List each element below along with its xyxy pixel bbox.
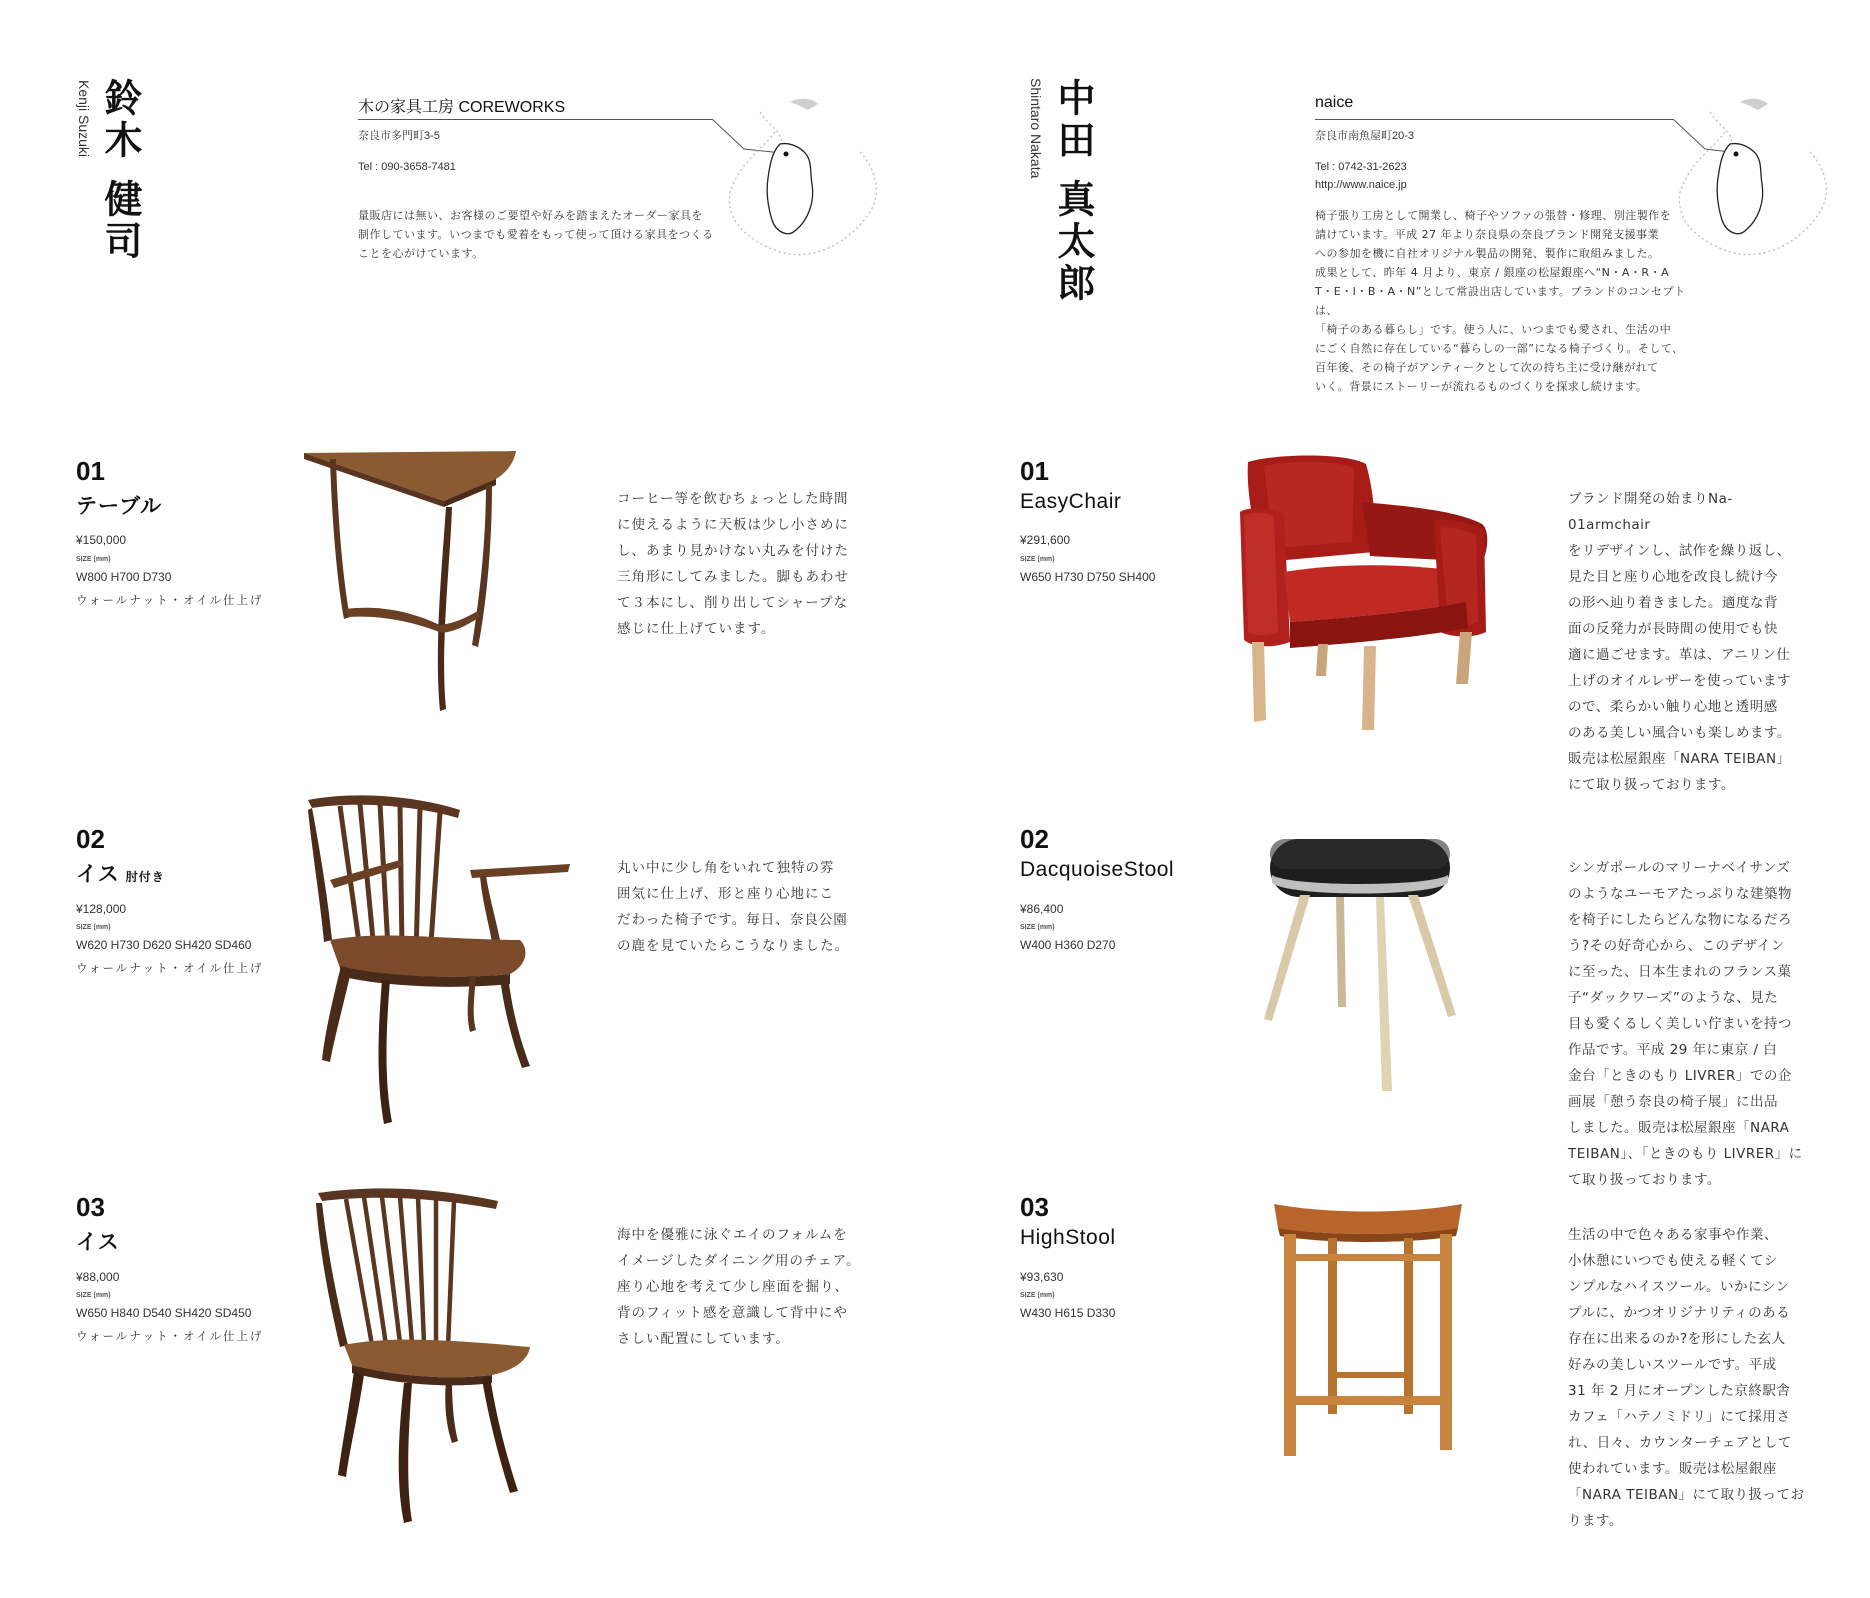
product-number: 01: [76, 456, 105, 486]
size-label: SIZE (mm): [76, 924, 111, 931]
product-name-main: イス: [76, 862, 120, 886]
intro-line: 成果として、昨年 4 月より、東京 / 銀座の松屋銀座へ“N・A・R・A: [1315, 266, 1670, 279]
shop-tel: Tel : 090-3658-7481: [358, 161, 456, 173]
desc-line: 存在に出来るのか?を形にした玄人: [1568, 1331, 1786, 1347]
desc-line: て取り扱っております。: [1568, 1172, 1721, 1188]
product-description: [1568, 1222, 1808, 1534]
intro-line: 「椅子のある暮らし」です。使う人に、いつまでも愛され、生活の中: [1315, 323, 1672, 336]
desc-line: し、あまり見かけない丸みを付けた: [617, 543, 849, 559]
intro-line: T・E・I・B・A・N”として常設出店しています。ブランドのコンセプトは、: [1315, 285, 1686, 317]
intro-line: 請けています。平成 27 年より奈良県の奈良ブランド開発支援事業: [1315, 228, 1660, 241]
desc-line: イメージしたダイニング用のチェア。: [617, 1253, 861, 1269]
product-number: 02: [76, 824, 105, 854]
desc-line: 上げのオイルレザーを使っています: [1568, 673, 1791, 689]
desc-line: 見た目と座り心地を改良し続け今: [1568, 569, 1778, 585]
desc-line: を椅子にしたらどんな物になるだろ: [1568, 912, 1792, 928]
product-number: 03: [1020, 1192, 1049, 1222]
product-name: DacquoiseStool: [1020, 858, 1175, 881]
product-price: ¥93,630: [1020, 1270, 1064, 1284]
product-size: W650 H730 D750 SH400: [1020, 570, 1156, 584]
desc-line: コーヒー等を飲むちょっとした時間: [617, 491, 849, 507]
desc-line: 小休憩にいつでも使える軽くてシ: [1568, 1253, 1778, 1269]
intro-line: いく。背景にストーリーが流れるものづくりを探求し続けます。: [1315, 380, 1648, 393]
desc-line: のようなユーモアたっぷりな建築物: [1568, 886, 1792, 902]
product-price: ¥88,000: [76, 1270, 120, 1284]
product-finish: ウォールナット・オイル仕上げ: [76, 593, 264, 607]
size-label: SIZE (mm): [76, 556, 111, 563]
desc-line: シンガポールのマリーナベイサンズ: [1568, 860, 1791, 876]
desc-line: れ、日々、カウンターチェアとして: [1568, 1435, 1792, 1451]
desc-line: の形へ辿り着きました。適度な背: [1568, 595, 1778, 611]
desc-line: 丸い中に少し角をいれて独特の雰: [617, 860, 835, 876]
desc-line: カフェ「ハテノミドリ」にて採用さ: [1568, 1409, 1791, 1425]
maker-intro: [1315, 206, 1695, 396]
size-label: SIZE (mm): [76, 1292, 111, 1299]
desc-line: さしい配置にしています。: [617, 1331, 790, 1347]
shop-address: 奈良市南魚屋町20-3: [1315, 130, 1415, 142]
desc-line: 感じに仕上げています。: [617, 621, 776, 637]
product-description: [1568, 486, 1808, 798]
desc-line: 生活の中で色々ある家事や作業、: [1568, 1227, 1778, 1243]
shop-name: naice: [1315, 94, 1354, 111]
intro-line: への参加を機に自社オリジナル製品の開発、製作に取組みました。: [1315, 247, 1660, 260]
desc-line: TEIBAN」、「ときのもり LIVRER」に: [1568, 1146, 1803, 1162]
product-description: [617, 486, 849, 642]
size-label: SIZE (mm): [1020, 924, 1055, 931]
desc-line: 背のフィット感を意識して背中にや: [617, 1305, 848, 1321]
product-number: 03: [76, 1192, 105, 1222]
desc-line: 使われています。販売は松屋銀座: [1568, 1461, 1777, 1477]
desc-line: 子“ダックワーズ”のような、見た: [1568, 990, 1779, 1006]
desc-line: にて取り扱っております。: [1568, 777, 1735, 793]
desc-line: 座り心地を考えて少し座面を掘り、: [617, 1279, 849, 1295]
nara-map-icon: [1670, 92, 1840, 267]
desc-line: だわった椅子です。毎日、奈良公園: [617, 912, 848, 928]
desc-line: 海中を優雅に泳ぐエイのフォルムを: [617, 1227, 848, 1243]
product-number: 02: [1020, 824, 1049, 854]
intro-line: 制作しています。いつまでも愛着をもって使って頂ける家具をつくる: [358, 228, 714, 241]
oak-high-stool: [1268, 1200, 1468, 1460]
desc-line: 目も愛くるしく美しい佇まいを持つ: [1568, 1016, 1792, 1032]
shop-name: 木の家具工房 COREWORKS: [358, 99, 566, 116]
walnut-windsor-armchair: [300, 790, 575, 1130]
walnut-ray-chair: [312, 1185, 572, 1525]
intro-line: 量販店には無い、お客様のご要望や好みを踏まえたオーダー家具を: [358, 209, 703, 222]
desc-line: ります。: [1568, 1513, 1623, 1529]
desc-line: に使えるように天板は少し小さめに: [617, 517, 849, 533]
shop-address: 奈良市多門町3-5: [358, 130, 440, 142]
product-price: ¥128,000: [76, 902, 127, 916]
desc-line: 金台「ときのもり LIVRER」での企: [1568, 1068, 1792, 1084]
maker-name-en: Shintaro Nakata: [1028, 78, 1044, 179]
desc-line: 三角形にしてみました。脚もあわせ: [617, 569, 849, 585]
desc-line: の鹿を見ていたらこうなりました。: [617, 938, 849, 954]
product-price: ¥291,600: [1020, 533, 1071, 547]
product-description: [617, 855, 849, 959]
desc-line: 適に過ごせます。革は、アニリン仕: [1568, 647, 1791, 663]
desc-line: て３本にし、削り出してシャープな: [617, 595, 849, 611]
product-size: W430 H615 D330: [1020, 1306, 1116, 1320]
size-label: SIZE (mm): [1020, 1292, 1055, 1299]
maker-name-jp: 鈴木 健司: [98, 78, 142, 264]
header-rule: [1315, 119, 1673, 120]
intro-line: ことを心がけています。: [358, 247, 484, 260]
desc-line: 好みの美しいスツールです。平成: [1568, 1357, 1777, 1373]
desc-line: う?その好奇心から、このデザイン: [1568, 938, 1785, 954]
intro-line: にごく自然に存在している“暮らしの一部”になる椅子づくり。そして、: [1315, 342, 1684, 355]
nara-map-icon: [720, 92, 890, 267]
desc-line: 画展「憩う奈良の椅子展」に出品: [1568, 1094, 1778, 1110]
product-description: [1568, 855, 1808, 1193]
product-name: テーブル: [76, 494, 163, 518]
size-label: SIZE (mm): [1020, 556, 1055, 563]
product-size: W620 H730 D620 SH420 SD460: [76, 938, 252, 952]
product-number: 01: [1020, 456, 1049, 486]
desc-line: に至った、日本生まれのフランス菓: [1568, 964, 1792, 980]
product-size: W400 H360 D270: [1020, 938, 1116, 952]
product-size: W800 H700 D730: [76, 570, 172, 584]
desc-line: 囲気に仕上げ、形と座り心地にこ: [617, 886, 834, 902]
desc-line: 販売は松屋銀座「NARA TEIBAN」: [1568, 751, 1791, 767]
desc-line: プルに、かつオリジナリティのある: [1568, 1305, 1791, 1321]
desc-line: をリデザインし、試作を繰り返し、: [1568, 543, 1791, 559]
desc-line: ンプルなハイスツール。いかにシン: [1568, 1279, 1790, 1295]
product-name: イス: [76, 1230, 120, 1254]
product-name: HighStool: [1020, 1226, 1116, 1249]
shop-url: http://www.naice.jp: [1315, 179, 1407, 191]
product-name-sub: 肘付き: [125, 870, 165, 884]
product-price: ¥86,400: [1020, 902, 1064, 916]
product-finish: ウォールナット・オイル仕上げ: [76, 1329, 264, 1343]
product-size: W650 H840 D540 SH420 SD450: [76, 1306, 252, 1320]
shop-tel: Tel : 0742-31-2623: [1315, 161, 1407, 173]
maker-name-en: Kenji Suzuki: [76, 80, 92, 158]
red-leather-easychair: [1234, 452, 1494, 732]
intro-line: 百年後、その椅子がアンティークとして次の持ち主に受け継がれて: [1315, 361, 1659, 374]
desc-line: ので、柔らかい触り心地と透明感: [1568, 699, 1778, 715]
desc-line: 面の反発力が長時間の使用でも快: [1568, 621, 1778, 637]
desc-line: ブランド開発の始まりNa-01armchair: [1568, 491, 1733, 533]
product-name: EasyChair: [1020, 490, 1122, 513]
product-description: [617, 1222, 861, 1352]
product-name: [76, 858, 165, 888]
maker-intro: [358, 206, 738, 263]
desc-line: 31 年 2 月にオープンした京終駅舎: [1568, 1383, 1791, 1399]
maker-name-jp: 中田 真太郎: [1051, 78, 1095, 306]
desc-line: のある美しい風合いも楽しめます。: [1568, 725, 1791, 741]
intro-line: 椅子張り工房として開業し、椅子やソファの張替・修理、別注製作を: [1315, 209, 1672, 222]
walnut-triangle-table: [300, 447, 520, 717]
black-dacquoise-stool: [1250, 835, 1470, 1095]
desc-line: 作品です。平成 29 年に東京 / 白: [1568, 1042, 1778, 1058]
desc-line: 「NARA TEIBAN」にて取り扱ってお: [1568, 1487, 1805, 1503]
product-finish: ウォールナット・オイル仕上げ: [76, 961, 264, 975]
product-price: ¥150,000: [76, 533, 127, 547]
desc-line: しました。販売は松屋銀座「NARA: [1568, 1120, 1790, 1136]
header-rule: [358, 119, 712, 120]
